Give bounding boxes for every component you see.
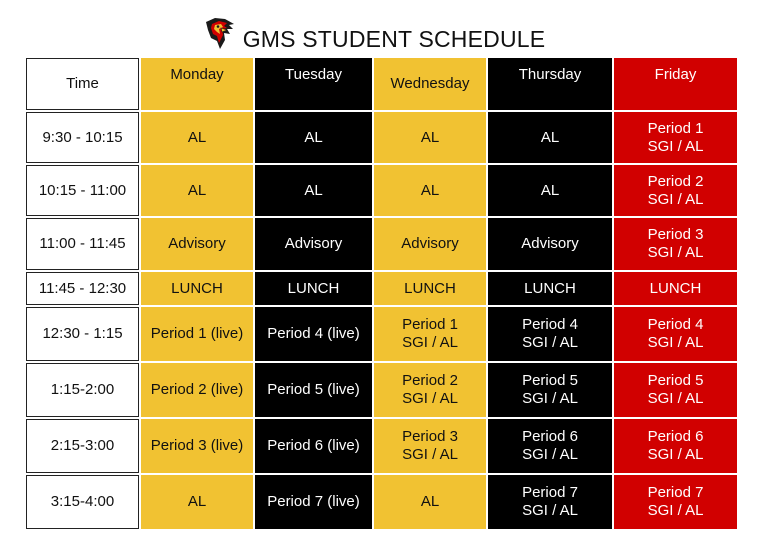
friday-cell — [614, 307, 737, 361]
cell-line: Period 7 — [522, 484, 578, 501]
thursday-cell — [488, 475, 612, 529]
cell-line: SGI / AL — [402, 446, 458, 463]
cell-line: SGI / AL — [522, 334, 578, 351]
header-monday: Monday — [141, 58, 253, 110]
eagle-logo-icon — [203, 16, 237, 52]
cell-line: SGI / AL — [402, 390, 458, 407]
time-cell: 12:30 - 1:15 — [26, 307, 139, 361]
table-row — [26, 363, 737, 417]
tuesday-cell: Period 4 (live) — [255, 307, 372, 361]
time-cell: 11:45 - 12:30 — [26, 272, 139, 305]
table-row — [26, 218, 737, 270]
table-row — [26, 475, 737, 529]
cell-line: Period 4 — [647, 316, 704, 333]
cell-line: Period 3 — [402, 428, 458, 445]
page-header — [0, 14, 768, 54]
thursday-cell — [488, 363, 612, 417]
header-thursday: Thursday — [488, 58, 612, 110]
wednesday-cell: AL — [374, 475, 486, 529]
time-cell: 11:00 - 11:45 — [26, 218, 139, 270]
cell-line: Period 6 — [647, 428, 704, 445]
table-row — [26, 307, 737, 361]
cell-line: SGI / AL — [402, 334, 458, 351]
header-time: Time — [26, 58, 139, 110]
tuesday-cell: AL — [255, 112, 372, 163]
wednesday-cell: AL — [374, 112, 486, 163]
header-row — [26, 58, 737, 110]
thursday-cell — [488, 419, 612, 473]
tuesday-cell: Period 6 (live) — [255, 419, 372, 473]
monday-cell: AL — [141, 165, 253, 216]
friday-cell — [614, 165, 737, 216]
cell-line: Period 1 — [402, 316, 458, 333]
friday-cell — [614, 419, 737, 473]
header-friday: Friday — [614, 58, 737, 110]
table-row — [26, 272, 737, 305]
time-cell: 3:15-4:00 — [26, 475, 139, 529]
monday-cell: Period 3 (live) — [141, 419, 253, 473]
thursday-cell: Advisory — [488, 218, 612, 270]
monday-cell: Period 2 (live) — [141, 363, 253, 417]
monday-cell: Advisory — [141, 218, 253, 270]
cell-line: SGI / AL — [647, 137, 704, 155]
monday-cell: LUNCH — [141, 272, 253, 305]
cell-line: SGI / AL — [522, 390, 578, 407]
wednesday-cell: Advisory — [374, 218, 486, 270]
cell-line: Period 6 — [522, 428, 578, 445]
tuesday-cell: Advisory — [255, 218, 372, 270]
cell-line: Period 5 — [522, 372, 578, 389]
wednesday-cell: LUNCH — [374, 272, 486, 305]
monday-cell: AL — [141, 475, 253, 529]
wednesday-cell — [374, 363, 486, 417]
wednesday-cell: AL — [374, 165, 486, 216]
friday-cell — [614, 218, 737, 270]
thursday-cell: AL — [488, 165, 612, 216]
schedule-table — [24, 56, 739, 531]
monday-cell: AL — [141, 112, 253, 163]
thursday-cell — [488, 307, 612, 361]
cell-line: Period 1 — [647, 119, 704, 137]
tuesday-cell: LUNCH — [255, 272, 372, 305]
header-tuesday: Tuesday — [255, 58, 372, 110]
table-row — [26, 112, 737, 163]
time-cell: 9:30 - 10:15 — [26, 112, 139, 163]
header-wednesday: Wednesday — [374, 58, 486, 110]
page-title: GMS STUDENT SCHEDULE — [242, 25, 546, 52]
tuesday-cell: Period 5 (live) — [255, 363, 372, 417]
tuesday-cell: AL — [255, 165, 372, 216]
time-cell: 1:15-2:00 — [26, 363, 139, 417]
thursday-cell: LUNCH — [488, 272, 612, 305]
friday-cell — [614, 363, 737, 417]
friday-cell — [614, 475, 737, 529]
friday-cell — [614, 112, 737, 163]
cell-line: SGI / AL — [647, 334, 704, 351]
thursday-cell: AL — [488, 112, 612, 163]
cell-line: SGI / AL — [647, 502, 704, 519]
time-cell: 10:15 - 11:00 — [26, 165, 139, 216]
cell-line: SGI / AL — [647, 446, 704, 463]
cell-line: Period 2 — [647, 172, 704, 190]
cell-line: SGI / AL — [647, 390, 704, 407]
friday-cell: LUNCH — [614, 272, 737, 305]
wednesday-cell — [374, 307, 486, 361]
cell-line: Period 4 — [522, 316, 578, 333]
wednesday-cell — [374, 419, 486, 473]
table-row — [26, 419, 737, 473]
cell-line: SGI / AL — [522, 502, 578, 519]
cell-line: SGI / AL — [647, 244, 704, 261]
cell-line: Period 5 — [647, 372, 704, 389]
time-cell: 2:15-3:00 — [26, 419, 139, 473]
monday-cell: Period 1 (live) — [141, 307, 253, 361]
cell-line: SGI / AL — [647, 190, 704, 208]
cell-line: Period 7 — [647, 484, 704, 501]
tuesday-cell: Period 7 (live) — [255, 475, 372, 529]
table-row — [26, 165, 737, 216]
cell-line: SGI / AL — [522, 446, 578, 463]
cell-line: Period 3 — [647, 226, 704, 243]
cell-line: Period 2 — [402, 372, 458, 389]
